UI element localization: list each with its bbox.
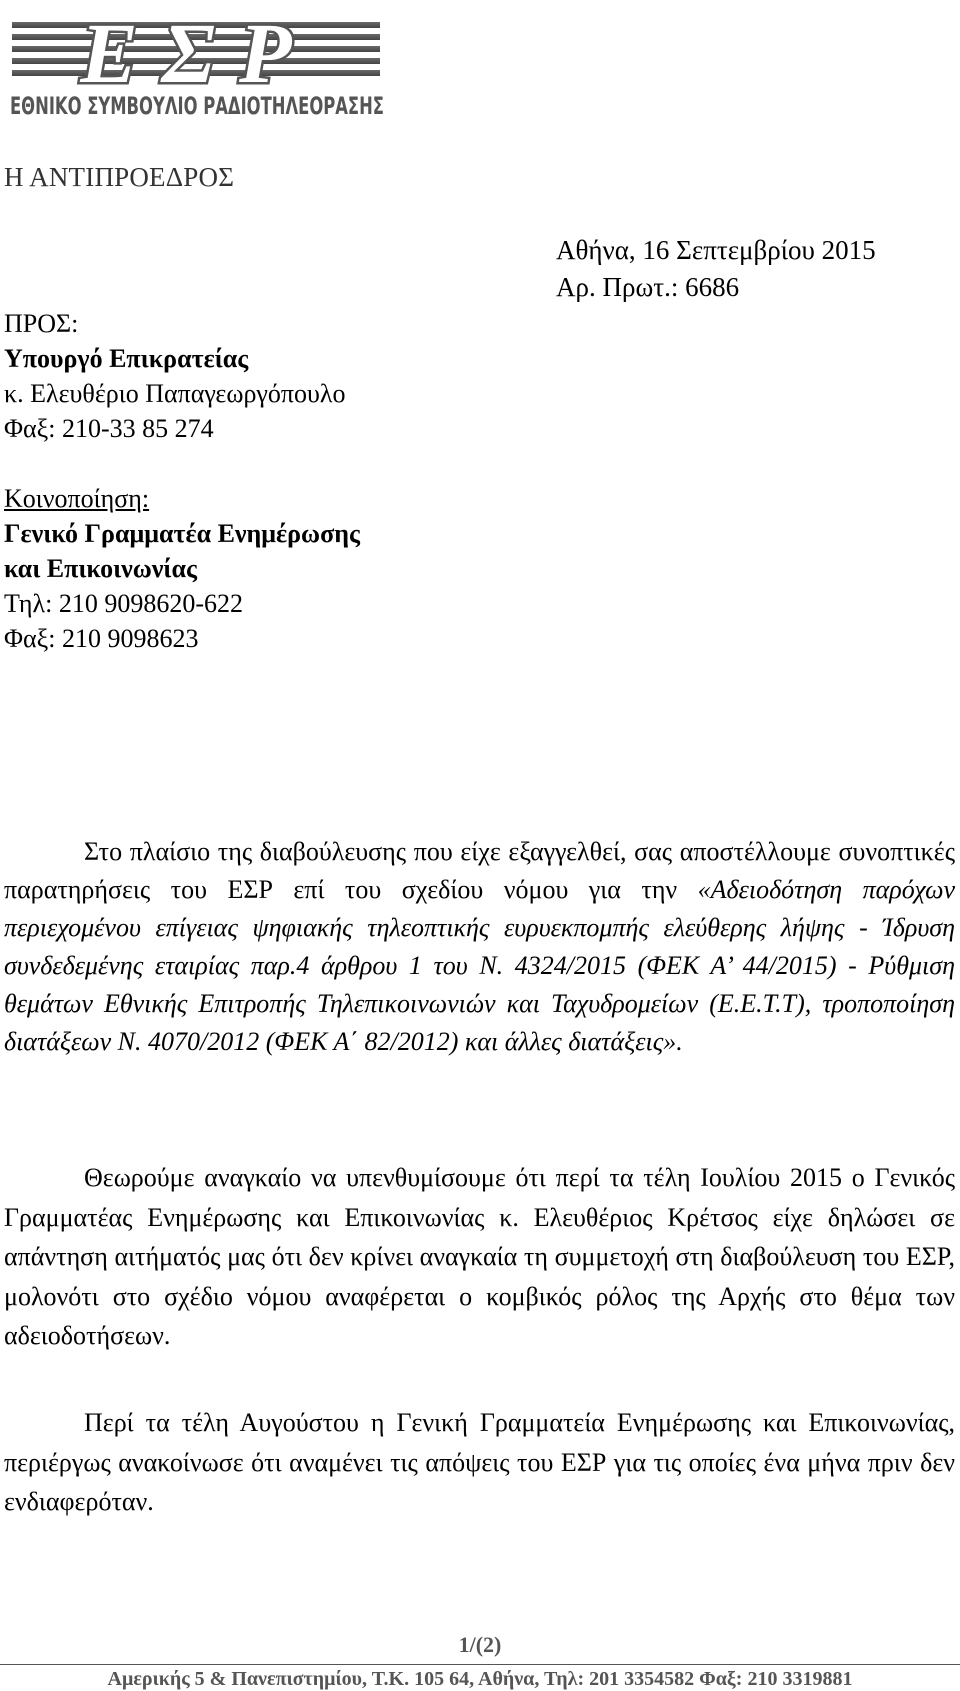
cc-label: Κοινοποίηση: bbox=[4, 484, 150, 513]
date-block bbox=[556, 232, 876, 306]
recipient-office: Υπουργό Επικρατείας bbox=[4, 344, 249, 373]
footer-address: Αμερικής 5 & Πανεπιστημίου, Τ.Κ. 105 64, Αθήνα, Τηλ: 201 3354582 Φαξ: 210 3319881 bbox=[107, 1668, 853, 1690]
paragraph-2 bbox=[4, 1158, 955, 1356]
cc-office-line2: και Επικοινωνίας bbox=[4, 554, 197, 583]
cc-block bbox=[4, 481, 360, 656]
cc-fax: Φαξ: 210 9098623 bbox=[4, 624, 199, 653]
cc-office-line1: Γενικό Γραμματέα Ενημέρωσης bbox=[4, 519, 360, 548]
recipient-name: κ. Ελευθέριο Παπαγεωργόπουλο bbox=[4, 379, 346, 408]
recipient-label: ΠΡΟΣ: bbox=[4, 309, 79, 338]
logo-subtitle: ΕΘΝΙΚΟ ΣΥΜΒΟΥΛΙΟ ΡΑΔΙΟΤΗΛΕΟΡΑΣΗΣ bbox=[10, 92, 384, 120]
sender-title: Η ΑΝΤΙΠΡΟΕΔΡΟΣ bbox=[4, 162, 235, 192]
paragraph-1-intro: Στο πλαίσιο της διαβούλευσης που είχε εξαγγελθεί, σας αποστέλλουμε συνοπτικές παρατηρήσεις του ΕΣΡ επί του σχεδίου νόμου για την bbox=[4, 837, 955, 904]
protocol-number: Αρ. Πρωτ.: 6686 bbox=[556, 272, 740, 302]
letter-date: Αθήνα, 16 Σεπτεμβρίου 2015 bbox=[556, 235, 876, 265]
cc-phone: Τηλ: 210 9098620-622 bbox=[4, 589, 244, 618]
paragraph-3 bbox=[4, 1403, 955, 1522]
recipient-fax: Φαξ: 210-33 85 274 bbox=[4, 414, 214, 443]
esr-logo bbox=[8, 5, 388, 120]
paragraph-3-text: Περί τα τέλη Αυγούστου η Γενική Γραμματεία Ενημέρωσης και Επικοινωνίας, περιέργως ανακοίνωσε ότι αναμένει τις απόψεις του ΕΣΡ για τις οποίες ένα μήνα πριν δεν ενδιαφερόταν. bbox=[4, 1408, 955, 1516]
paragraph-2-text: Θεωρούμε αναγκαίο να υπενθυμίσουμε ότι περί τα τέλη Ιουλίου 2015 ο Γενικός Γραμματέας Ενημέρωσης και Επικοινωνίας κ. Ελευθέριος Κρέτσος είχε δηλώσει σε απάντηση αιτήματός μας ότι δεν κρίνει αναγκαία τη συμμετοχή στη διαβούλευση του ΕΣΡ, μολονότι στο σχέδιο νόμου αναφέρεται ο κομβικός ρόλος της Αρχής στο θέμα των αδειοδοτήσεων. bbox=[4, 1163, 955, 1350]
paragraph-1 bbox=[4, 833, 955, 1061]
logo-letters: ΕΣΡ bbox=[80, 5, 316, 101]
esr-logo-graphic bbox=[8, 5, 388, 120]
footer-divider bbox=[0, 1664, 960, 1665]
recipient-block bbox=[4, 306, 346, 446]
page-number: 1/(2) bbox=[458, 1632, 502, 1657]
bill-title: «Αδειοδότηση παρόχων περιεχομένου επίγειας ψηφιακής τηλεοπτικής ευρυεκπομπής ελεύθερης λήψης - Ίδρυση συνδεδεμένης εταιρίας παρ.4 άρθρου 1 του Ν. 4324/2015 (ΦΕΚ Α’ 44/2015) - Ρύθμιση θεμάτων Εθνικής Επιτροπής Τηλεπικοινωνιών και Ταχυδρομείων (Ε.Ε.Τ.Τ), τροποποίηση διατάξεων Ν. 4070/2012 (ΦΕΚ Α΄ 82/2012) και άλλες διατάξεις». bbox=[4, 875, 955, 1056]
